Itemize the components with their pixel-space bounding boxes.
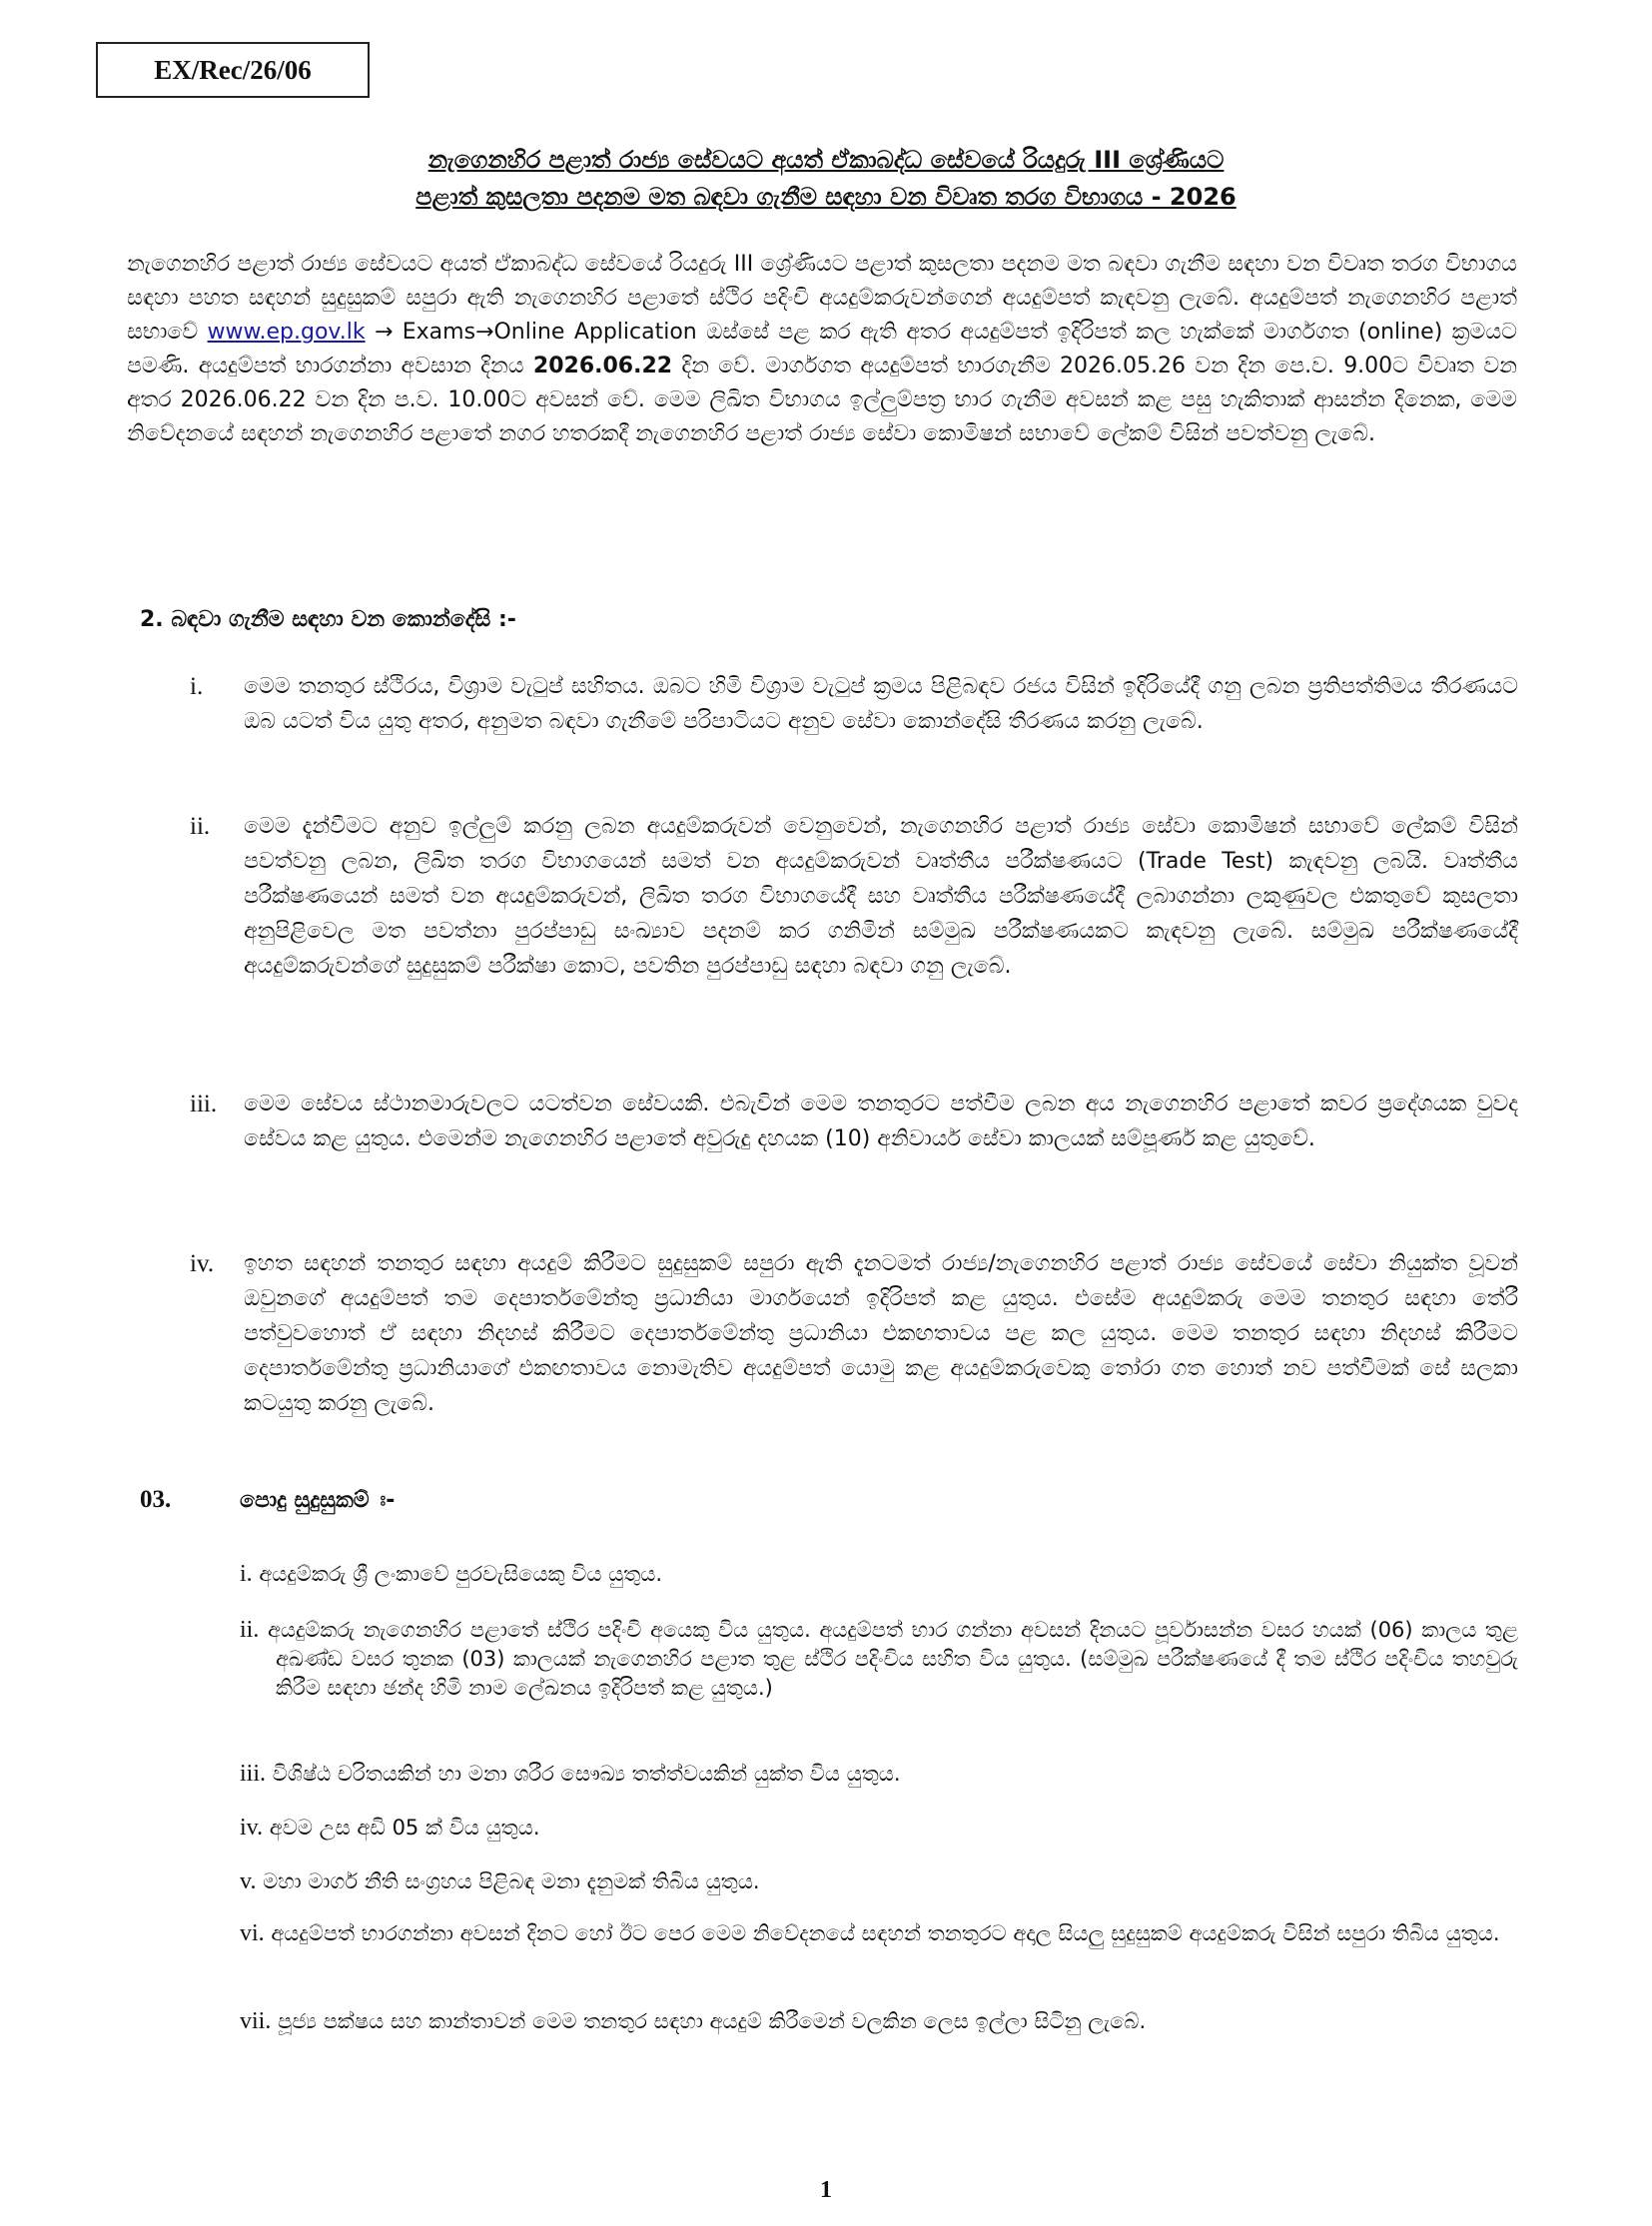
reference-number: EX/Rec/26/06 <box>154 54 312 85</box>
qualification-item <box>240 1919 1518 1948</box>
condition-text: මෙම දැන්වීමට අනුව ඉල්ලුම් කරනු ලබන අයදුම්කරුවන් වෙනුවෙන්, නැගෙනහිර පළාත් රාජ්‍ය සේවා කොමිෂන් සභාවේ ලේකම් විසින් පවත්වනු ලබන, ලිඛිත තරග විභාගයෙන් සමත් වන අයදුම්කරුවන් වෘත්තීය පරීක්ෂණයට (Trade Test) කැඳවනු ලබයි. වෘත්තීය පරීක්ෂණයෙන් සමත් වන අයදුම්කරුවන්, ලිඛිත තරග විභාගයේදී සහ වෘත්තීය පරීක්ෂණයේදී ලබාගන්නා ලකුණුවල එකතුවේ කුසලතා අනුපිළිවෙල මත පවත්නා පුරප්පාඩු සංඛ්‍යාව පදනම් කර ගනිමින් සම්මුඛ පරීක්ෂණයකට කැඳවනු ලැබේ. සම්මුඛ පරීක්ෂණයේදී අයදුම්කරුවන්ගේ සුදුසුකම් පරීක්ෂා කොට, පවතින පුරප්පාඩු සඳහා බඳවා ගනු ලැබේ. <box>244 814 1518 979</box>
qualification-text: මහා මාර්ග නීති සංග්‍රහය පිළිබඳ මනා දැනුමක් තිබිය යුතුය. <box>263 1869 760 1893</box>
qualification-item <box>240 2007 1518 2036</box>
section-2-heading: 2. බඳවා ගැනීම සඳහා වන කොන්දේසි :- <box>140 607 516 632</box>
intro-text-3: දින වේ. මාර්ගගත අයදුම්පත් භාරගැනීම 2026.05.26 වන දින පෙ.ව. 9.00ට විවෘත වන අතර 2026.06.22 වන දින ප.ව. 10.00ට අවසන් වේ. මෙම ලිඛිත විභාගය ඉල්ලුම්පත්‍ර භාර ගැනීම අවසන් කළ පසු හැකිතාක් ආසන්න දිනෙක, මෙම නිවේදනයේ සඳහන් නැගෙනහිර පළාතේ නගර හතරකදී නැගෙනහිර පළාත් රාජ්‍ය සේවා කොමිෂන් සභාවේ ලේකම් විසින් පවත්වනු ලැබේ. <box>127 354 1518 446</box>
condition-number: iii. <box>190 1091 218 1117</box>
qualification-item <box>240 1867 1518 1896</box>
qualification-number: ii. <box>240 1617 260 1643</box>
qualification-number: i. <box>240 1561 253 1587</box>
qualification-text: විශිෂ්ඨ චරිතයකින් හා මනා ශරීර සෞඛ්‍ය තත්ත්වයකින් යුක්ත විය යුතුය. <box>272 1762 901 1786</box>
intro-paragraph <box>127 248 1517 451</box>
condition-text: මෙම සේවය ස්ථානමාරුවලට යටත්වන සේවයකි. එබැවින් මෙම තනතුරට පත්වීම ලබන අය නැගෙනහිර පළාතේ කවර ප්‍රදේශයක වුවද සේවය කළ යුතුය. එමෙන්ම නැගෙනහිර පළාතේ අවුරුදු දහයක (10) අනිවාර්ය සේවා කාලයක් සම්පූර්ණ කළ යුතුවේ. <box>244 1092 1518 1151</box>
condition-number: i. <box>190 673 204 700</box>
website-link[interactable]: www.ep.gov.lk <box>207 320 366 345</box>
condition-number: iv. <box>190 1250 215 1277</box>
intro-text-1: නැගෙනහිර පළාත් රාජ්‍ය සේවයට අයත් ඒකාබද්ධ සේවයේ රියදුරු III ශ්‍රේණියට පළාත් කුසලතා පදනම මත බඳවා ගැනීම සඳහා වන විවෘත තරග විභාගය සඳහා පහත සඳහන් සුදුසුකම් සපුරා ඇති නැගෙනහිර පළාතේ ස්ථිර පදිංචි අයදුම්කරුවන්ගෙන් අයදුම්පත් කැඳවනු ලැබේ. අයදුම්පත් නැගෙනහිර පළාත් සභාවේ <box>127 252 1517 345</box>
intro-text-2: → Exams→Online Application ඔස්සේ පළ කර ඇති අතර අයදුම්පත් ඉදිරිපත් කල හැක්කේ මාර්ගගත (online) ක්‍රමයට පමණි. අයදුම්පත් භාරගන්නා අවසාන දිනය <box>127 320 1517 378</box>
qualification-number: iv. <box>240 1815 264 1841</box>
qualification-number: vii. <box>240 2008 272 2034</box>
section-3-number: 03. <box>140 1486 172 1513</box>
qualification-text: අයදුම්කරු නැගෙනහිර පළාතේ ස්ථිර පදිංචි අයෙකු විය යුතුය. අයදුම්පත් භාර ගන්නා අවසන් දිනයට පූර්වාසන්න වසර හයක් (06) කාලය තුළ අඛණ්ඩ වසර තුනක (03) කාලයක් නැගෙනහිර පළාත තුළ ස්ථිර පදිංචිය සහිත විය යුතුය. (සම්මුඛ පරීක්ෂණයේ දී තම ස්ථිර පදිංචිය තහවුරු කිරීම සඳහා ඡන්ද හිමි නාම ලේඛනය ඉදිරිපත් කළ යුතුය.) <box>267 1618 1518 1700</box>
qualification-text: අයදුම්පත් භාරගන්නා අවසන් දිනට හෝ ඊට පෙර මෙම නිවේදනයේ සඳහන් තනතුරට අදාල සියලු සුදුසුකම් අයදුම්කරු විසින් සපුරා තිබිය යුතුය. <box>271 1921 1500 1945</box>
condition-text: ඉහත සඳහන් තනතුර සඳහා අයදුම් කිරීමට සුදුසුකම් සපුරා ඇති දැනටමත් රාජ්‍ය/නැගෙනහිර පළාත් රාජ්‍ය සේවයේ සේවා නියුක්ත වූවන් ඔවුනගේ අයදුම්පත් තම දෙපාර්තමේන්තු ප්‍රධානියා මාර්ගයෙන් ඉදිරිපත් කළ යුතුය. එසේම අයදුම්කරු මෙම තනතුර සඳහා තේරී පත්වුවහොත් ඒ සඳහා නිදහස් කිරීමට දෙපාර්තමේන්තු ප්‍රධානියා එකඟතාවය පළ කල යුතුය. මෙම තනතුර සඳහා නිදහස් කිරීමට දෙපාර්තමේන්තු ප්‍රධානියාගේ එකඟතාවය නොමැතිව අයදුම්පත් යොමු කළ අයදුම්කරුවෙකු තෝරා ගත හොත් නව පත්වීමක් සේ සලකා කටයුතු කරනු ලැබේ. <box>244 1251 1518 1416</box>
title-line-2: පළාත් කුසලතා පදනම මත බඳවා ගැනීම සඳහා වන විවෘත තරග විභාගය - 2026 <box>415 183 1237 211</box>
qualification-number: v. <box>240 1868 257 1894</box>
section-3-heading: පොදු සුදුසුකම් ඃ- <box>240 1488 396 1513</box>
closing-date: 2026.06.22 <box>532 354 673 378</box>
qualification-number: iii. <box>240 1761 267 1787</box>
qualification-item <box>240 1616 1518 1703</box>
title-line-1: නැගෙනහිර පළාත් රාජ්‍ය සේවයට අයත් ඒකාබද්ධ සේවයේ රියදුරු III ශ්‍රේණියට <box>427 146 1225 174</box>
qualification-text: අවම උස අඩි 05 ක් විය යුතුය. <box>269 1816 540 1840</box>
qualification-item <box>240 1560 1518 1589</box>
condition-text: මෙම තනතුර ස්ථිරය, විශ්‍රාම වැටුප් සහිතය. ඔබට හිමි විශ්‍රාම වැටුප් ක්‍රමය පිළිබඳව රජය විසින් ඉදිරියේදී ගනු ලබන ප්‍රතිපත්තිමය තීරණයට ඔබ යටත් විය යුතු අතර, අනුමත බඳවා ගැනීමේ පරිපාටියට අනුව සේවා කොන්දේසි තීරණය කරනු ලැබේ. <box>244 674 1518 734</box>
qualification-text: පූජ්‍ය පක්ෂය සහ කාන්තාවන් මෙම තනතුර සඳහා අයදුම් කිරීමෙන් වලකින ලෙස ඉල්ලා සිටිනු ලැබේ. <box>278 2009 1147 2033</box>
qualification-item <box>240 1814 1518 1843</box>
qualification-text: අයදුම්කරු ශ්‍රී ලංකාවේ පුරවැසියෙකු විය යුතුය. <box>259 1562 663 1586</box>
condition-number: ii. <box>190 813 211 840</box>
page-number: 1 <box>820 2177 832 2203</box>
qualification-number: vi. <box>240 1920 265 1946</box>
reference-number-box <box>96 42 370 98</box>
qualification-item <box>240 1760 1518 1789</box>
